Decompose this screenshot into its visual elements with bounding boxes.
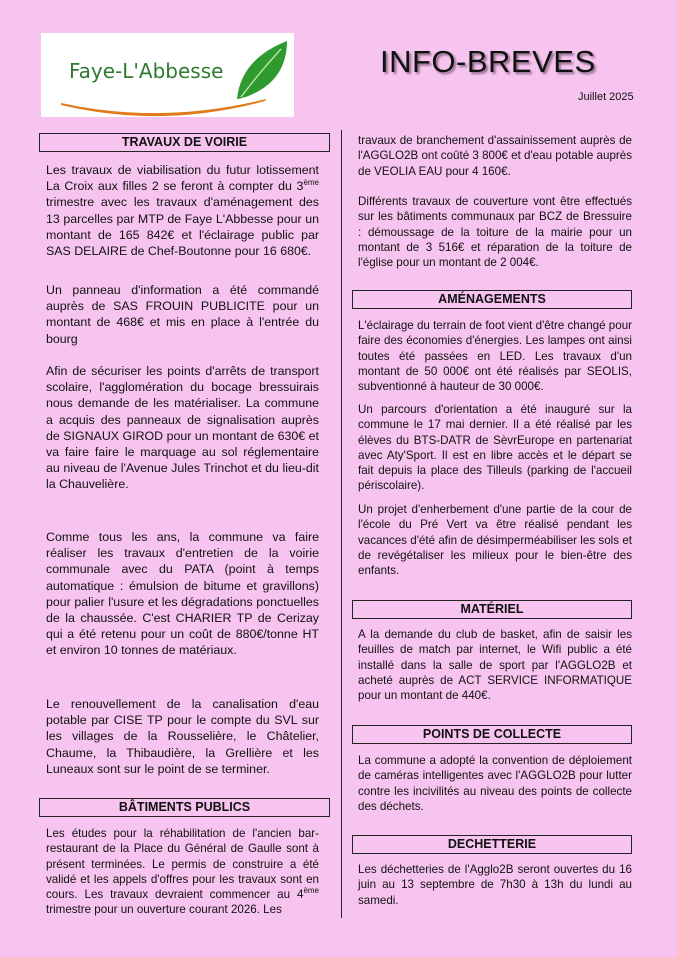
heading-materiel: MATÉRIEL xyxy=(352,600,632,619)
amenagements-paragraph-2: Un parcours d'orientation a été inauguré sur la commune le 17 mai dernier. Il a été réalisé par les élèves du BTS-DATR de SèvrEurope en partenariat avec Aty'Sport. Il est en libre accès et le départ se fait depuis la place des Tilleuls (parking de l'accueil périscolaire). xyxy=(358,403,632,493)
voirie-paragraph-1: Les travaux de viabilisation du futur lotissement La Croix aux filles 2 se feront à compter du 3ème trimestre avec les travaux d'aménagement des 13 parcelles par MTP de Faye L'Abbesse pour un montant de 165 842€ et l'éclairage public par SAS DELAIRE de Chef-Boutonne pour 16 680€. xyxy=(46,163,319,259)
voirie-paragraph-2: Un panneau d'information a été commandé auprès de SAS FROUIN PUBLICITE pour un montant de 468€ et mis en place à l'entrée du bourg xyxy=(46,283,319,346)
heading-amenagements: AMÉNAGEMENTS xyxy=(352,290,632,309)
voirie-paragraph-5: Le renouvellement de la canalisation d'eau potable par CISE TP pour le compte du SVL sur les villages de la Rousselière, le Châtelier, Chaume, la Thibaudière, la Grellière et les Luneaux sont sur le point de se terminer. xyxy=(46,697,319,776)
batiments-paragraph-2: travaux de branchement d'assainissement auprès de l'AGGLO2B ont coûté 3 800€ et d'eau potable auprès de VEOLIA EAU pour 4 160€. xyxy=(358,134,632,178)
batiments-paragraph-1: Les études pour la réhabilitation de l'ancien bar-restaurant de la Place du Général de Gaulle sont à présent terminées. Le permis de construire a été validé et les appels d'offres pour les travaux sont en cours. Les travaux devraient commencer au 4ème trimestre pour un ouverture courant 2026. Les xyxy=(46,827,319,917)
column-divider xyxy=(341,130,342,918)
batiments-paragraph-3: Différents travaux de couverture vont être effectués sur les bâtiments communaux par BCZ de Bressuire : démoussage de la toiture de la mairie pour un montant de 3 516€ et réparation de la toiture de l'église pour un montant de 2 004€. xyxy=(358,195,632,270)
logo xyxy=(41,33,294,117)
heading-dechetterie: DECHETTERIE xyxy=(352,835,632,854)
collecte-paragraph-1: La commune a adopté la convention de déploiement de caméras intelligentes avec l'AGGLO2B pour lutter contre les incivilités au niveau des points de collecte des déchets. xyxy=(358,754,632,813)
voirie-paragraph-3: Afin de sécuriser les points d'arrêts de transport scolaire, l'agglomération du bocage bressuirais nous demande de les matérialiser. La commune a acquis des panneaux de signalisation auprès de SIGNAUX GIROD pour un montant de 630€ et va faire faire le marquage au sol réglementaire au niveau de l'Avenue Jules Trinchot et du lieu-dit la Chauvelière. xyxy=(46,364,319,492)
amenagements-paragraph-3: Un projet d'enherbement d'une partie de la cour de l'école du Pré Vert va être réalisé pendant les vacances d'été afin de désimperméabiliser les sols et de revégétaliser les milieux pour le bien-être des enfants. xyxy=(358,503,632,578)
page-title: INFO-BREVES xyxy=(380,44,596,79)
heading-batiments-publics: BÂTIMENTS PUBLICS xyxy=(39,798,330,817)
materiel-paragraph-1: A la demande du club de basket, afin de saisir les feuilles de match par internet, le Wifi public a été installé dans la salle de sport par l'AGGLO2B et acheté auprès de ACT SERVICE INFORMATIQUE pour un montant de 440€. xyxy=(358,628,632,703)
voirie-paragraph-4: Comme tous les ans, la commune va faire réaliser les travaux d'entretien de la voirie communale avec du PATA (point à temps automatique : émulsion de bitume et gravillons) pour palier l'usure et les dégradations ponctuelles de la chaussée. C'est CHARIER TP de Cerizay qui a été retenu pour un coût de 880€/tonne HT et environ 10 tonnes de matériaux. xyxy=(46,530,319,658)
amenagements-paragraph-1: L'éclairage du terrain de foot vient d'être changé pour faire des économies d'énergies. Les lampes ont ainsi toutes été passées en LED. Les travaux d'un montant de 50 000€ ont été réalisés par SEOLIS, subventionné à hauteur de 30 000€. xyxy=(358,319,632,394)
heading-points-de-collecte: POINTS DE COLLECTE xyxy=(352,725,632,744)
issue-date: Juillet 2025 xyxy=(578,91,634,103)
dechetterie-paragraph-1: Les déchetteries de l'Agglo2B seront ouvertes du 16 juin au 13 septembre de 7h30 à 13h du lundi au samedi. xyxy=(358,863,632,907)
logo-text: Faye-L'Abbesse xyxy=(69,59,224,83)
heading-travaux-voirie: TRAVAUX DE VOIRIE xyxy=(39,133,330,152)
